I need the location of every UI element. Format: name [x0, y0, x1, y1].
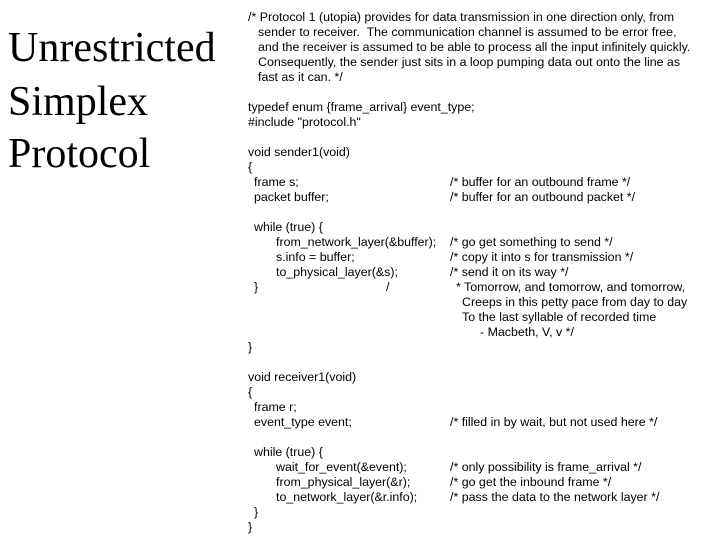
sender-stray-slash: /: [386, 280, 390, 294]
sender-decl-packet-comment: /* buffer for an outbound packet */: [450, 190, 636, 204]
title-line-2: Simplex: [8, 79, 149, 125]
receiver-signature: void receiver1(void): [248, 370, 357, 384]
sender-stmt-copy-comment: /* copy it into s for transmission */: [450, 250, 634, 264]
sender-open-brace: {: [248, 160, 253, 174]
receiver-stmt-to-network: to_network_layer(&r.info);: [276, 490, 418, 504]
receiver-stmt-from-physical: from_physical_layer(&r);: [276, 475, 411, 489]
receiver-close-brace: }: [248, 520, 253, 534]
sender-loop-close: }: [254, 280, 259, 294]
receiver-loop-head: while (true) {: [254, 445, 323, 459]
receiver-decl-event-comment: /* filled in by wait, but not used here */: [450, 415, 658, 429]
header-comment-line: fast as it can. */: [258, 70, 343, 84]
receiver-stmt-to-network-comment: /* pass the data to the network layer */: [450, 490, 660, 504]
header-comment-line: sender to receiver. The communication channel is assumed to be error free,: [258, 25, 677, 39]
receiver-loop-close: }: [254, 505, 259, 519]
sender-decl-frame: frame s;: [254, 175, 299, 189]
sender-decl-packet: packet buffer;: [254, 190, 329, 204]
sender-stmt-to-physical-comment: /* send it on its way */: [450, 265, 569, 279]
header-comment-line: /* Protocol 1 (utopia) provides for data transmission in one direction only, from: [248, 10, 675, 24]
macbeth-quote-line: Creeps in this petty pace from day to day: [462, 295, 688, 309]
header-comment-line: Consequently, the sender just sits in a loop pumping data out onto the line as: [258, 55, 681, 69]
receiver-decl-frame: frame r;: [254, 400, 297, 414]
macbeth-quote-attribution: - Macbeth, V, v */: [480, 325, 574, 339]
sender-decl-frame-comment: /* buffer for an outbound frame */: [450, 175, 631, 189]
title-line-1: Unrestricted: [8, 25, 216, 71]
sender-loop-head: while (true) {: [254, 220, 323, 234]
sender-stmt-copy: s.info = buffer;: [276, 250, 355, 264]
sender-close-brace: }: [248, 340, 253, 354]
receiver-open-brace: {: [248, 385, 253, 399]
macbeth-quote-line: To the last syllable of recorded time: [462, 310, 657, 324]
sender-signature: void sender1(void): [248, 145, 350, 159]
sender-stmt-from-network: from_network_layer(&buffer);: [276, 235, 437, 249]
sender-stmt-to-physical: to_physical_layer(&s);: [276, 265, 398, 279]
header-comment-line: and the receiver is assumed to be able to process all the input infinitely quickly.: [258, 40, 691, 54]
macbeth-quote-line: * Tomorrow, and tomorrow, and tomorrow,: [456, 280, 686, 294]
typedef-line: typedef enum {frame_arrival} event_type;: [248, 100, 475, 114]
receiver-stmt-wait-comment: /* only possibility is frame_arrival */: [450, 460, 642, 474]
include-line: #include "protocol.h": [248, 115, 361, 129]
title-line-3: Protocol: [8, 131, 151, 177]
sender-stmt-from-network-comment: /* go get something to send */: [450, 235, 613, 249]
receiver-stmt-from-physical-comment: /* go get the inbound frame */: [450, 475, 612, 489]
receiver-decl-event: event_type event;: [254, 415, 352, 429]
receiver-stmt-wait: wait_for_event(&event);: [276, 460, 407, 474]
